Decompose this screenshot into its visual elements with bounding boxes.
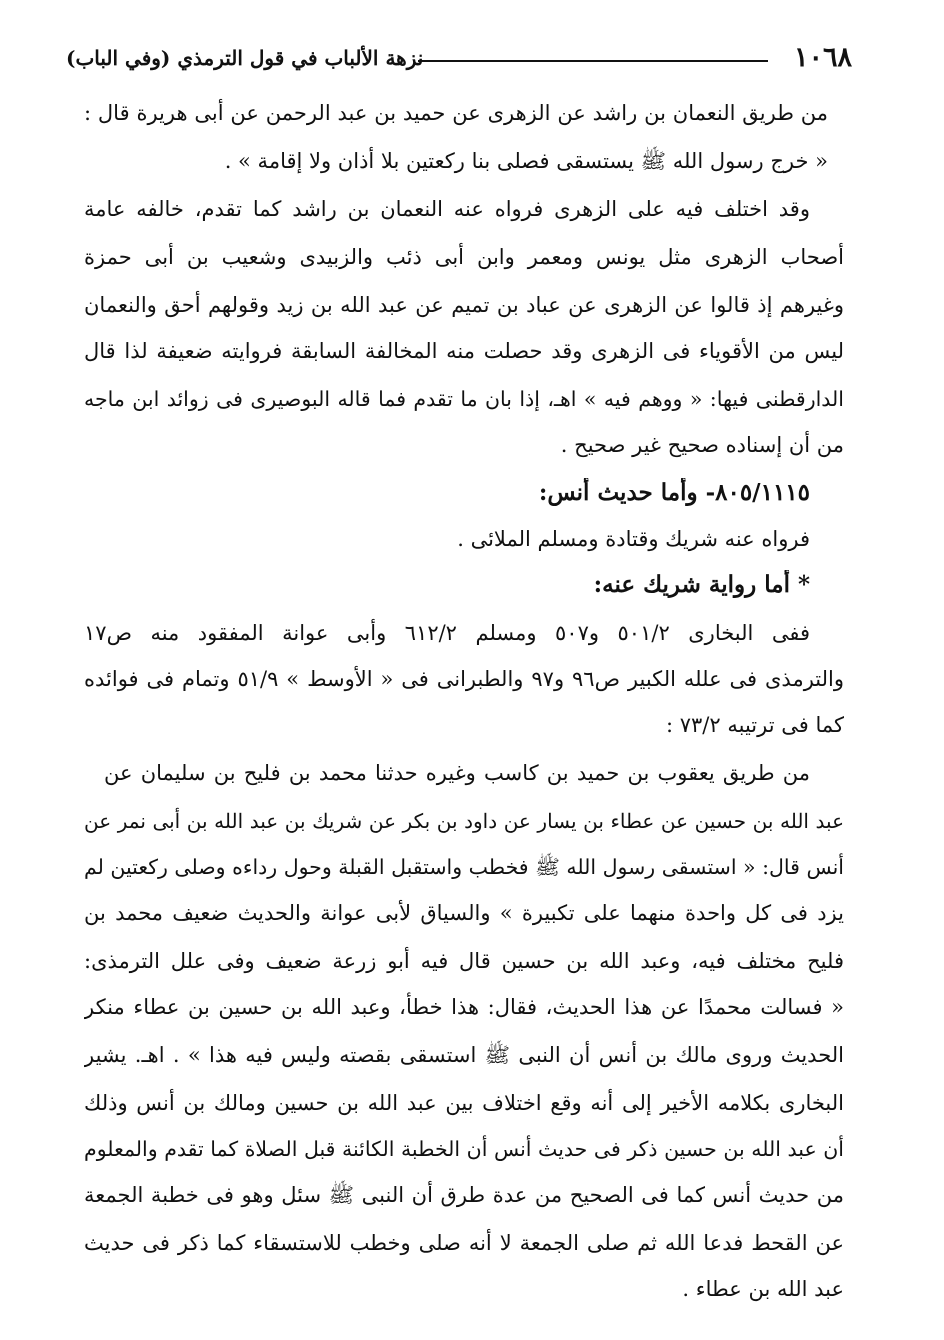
text-line: وقد اختلف فيه على الزهرى فرواه عنه النعمان بن راشد كما تقدم، خالفه عامة <box>84 197 810 221</box>
text-line: عبد الله بن حسين عن عطاء بن يسار عن داود بن بكر عن شريك بن عبد الله بن أبى نمر عن <box>84 809 844 833</box>
subsection-heading: * أما رواية شريك عنه: <box>593 571 810 598</box>
page-header <box>66 38 852 84</box>
text-line: أن عبد الله بن حسين ذكر فى حديث أنس أن الخطبة الكائنة قبل الصلاة كما تقدم والمعلوم <box>84 1137 844 1161</box>
text-line: ليس من الأقوياء فى الزهرى وقد حصلت منه المخالفة السابقة فروايته ضعيفة لذا قال <box>84 339 844 363</box>
running-title: نزهة الألباب في قول الترمذي (وفي الباب) <box>66 46 424 70</box>
text-line: فليح مختلف فيه، وعبد الله بن حسين قال فيه أبو زرعة ضعيف وفى علل الترمذى: <box>84 949 844 973</box>
text-line: من طريق النعمان بن راشد عن الزهرى عن حميد بن عبد الرحمن عن أبى هريرة قال : <box>84 101 828 125</box>
text-line: « فسالت محمدًا عن هذا الحديث، فقال: هذا خطأ، وعبد الله بن حسين بن عطاء منكر <box>84 995 844 1019</box>
text-line: من أن إسناده صحيح غير صحيح . <box>560 433 844 457</box>
text-line: عبد الله بن عطاء . <box>682 1277 844 1301</box>
text-line: كما فى ترتيبه ٧٣/٢ : <box>665 713 844 737</box>
section-heading: ٨٠٥/١١١٥- وأما حديث أنس: <box>538 479 810 506</box>
text-line: من طريق يعقوب بن حميد بن كاسب وغيره حدثنا محمد بن فليح بن سليمان عن <box>104 761 810 785</box>
text-line: البخارى بكلامه الأخير إلى أنه وقع اختلاف بين عبد الله بن حسين ومالك بن أنس وذلك <box>84 1091 844 1115</box>
text-line: وغيرهم إذ قالوا عن الزهرى عن عباد بن تميم عن عبد الله بن زيد وقولهم أحق والنعمان <box>84 293 844 317</box>
text-line: يزد فى كل واحدة منهما على تكبيرة » والسياق لأبى عوانة والحديث ضعيف محمد بن <box>84 901 844 925</box>
page-number: ١٠٦٨ <box>793 42 852 73</box>
text-line: من حديث أنس كما فى الصحيح من عدة طرق أن النبى ﷺ سئل وهو فى خطبة الجمعة <box>84 1183 844 1207</box>
text-line: فرواه عنه شريك وقتادة ومسلم الملائى . <box>457 527 810 551</box>
text-line: والترمذى فى علله الكبير ص٩٦ و٩٧ والطبرانى فى « الأوسط » ٥١/٩ وتمام فى فوائده <box>84 667 844 691</box>
text-line: عن القحط فدعا الله ثم صلى الجمعة لا أنه صلى وخطب للاستسقاء كما ذكر فى حديث <box>84 1231 844 1255</box>
text-line: ففى البخارى ٥٠١/٢ و٥٠٧ ومسلم ٦١٢/٢ وأبى عوانة المفقود منه ص١٧ <box>84 621 810 645</box>
text-line: أنس قال: « استسقى رسول الله ﷺ فخطب واستقبل القبلة وحول رداءه وصلى ركعتين لم <box>84 855 844 879</box>
header-rule <box>418 60 768 62</box>
text-line: الدارقطنى فيها: « ووهم فيه » اهـ، إذا بان ما تقدم فما قاله البوصيرى فى زوائد ابن ماجه <box>84 387 844 411</box>
text-line: الحديث وروى مالك بن أنس أن النبى ﷺ استسقى بقصته وليس فيه هذا » . اهـ. يشير <box>84 1043 844 1067</box>
text-line: أصحاب الزهرى مثل يونس ومعمر وابن أبى ذئب والزبيدى وشعيب بن أبى حمزة <box>84 245 844 269</box>
text-line: « خرج رسول الله ﷺ يستسقى فصلى بنا ركعتين بلا أذان ولا إقامة » . <box>224 149 828 173</box>
